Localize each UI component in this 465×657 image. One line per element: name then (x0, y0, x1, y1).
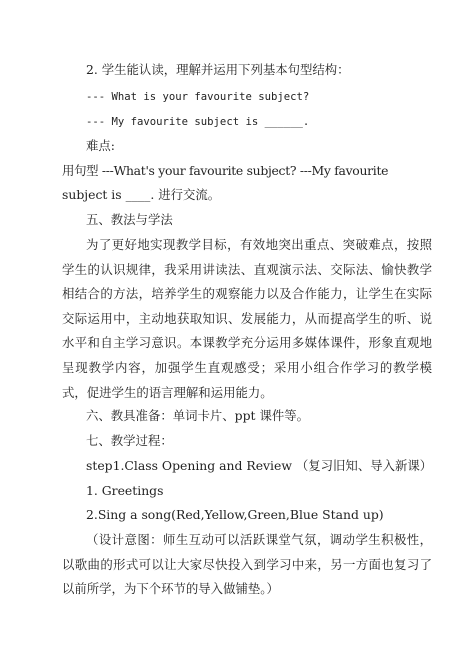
step-1-item-2: 2.Sing a song(Red,Yellow,Green,Blue Stand up) (86, 507, 384, 522)
objective-item-2: 2. 学生能认读，理解并运用下列基本句型结构： (86, 62, 350, 77)
difficulty-line-1: 用句型 ---What's your favourite subject? ---My favourite (62, 163, 389, 178)
sentence-pattern-1: --- What is your favourite subject? (86, 91, 310, 103)
sentence-pattern-2: --- My favourite subject is ______. (86, 116, 310, 128)
section-5-body: 为了更好地实现教学目标，有效地突出重点、突破难点，按照学生的认识规律，我采用讲读法、直观演示法、交际法、愉快教学相结合的方法，培养学生的观察能力以及合作能力，让学生在实际交际运用中，主动地获取知识、发展能力，从而提高学生的听、说水平和自主学习意识。本课教学充分运用多媒体课件，形象直观地呈现教学内容，加强学生直观感受；采用小组合作学习的教学模式，促进学生的语言理解和运用能力。 (62, 237, 432, 400)
section-6-title: 六、教具准备：单词卡片、ppt 课件等。 (86, 408, 310, 423)
section-7-title: 七、教学过程： (86, 433, 173, 448)
step-1-heading: step1.Class Opening and Review （复习旧知、导入新课） (86, 458, 433, 473)
section-5-title: 五、教法与学法 (86, 212, 173, 227)
difficulty-line-2: subject is ____. 进行交流。 (62, 187, 221, 202)
design-note: （设计意图：师生互动可以活跃课堂气氛，调动学生积极性，以歌曲的形式可以让大家尽快投入到学习中来，另一方面也复习了以前所学，为下个环节的导入做铺垫。） (62, 532, 432, 597)
step-1-item-1: 1. Greetings (86, 483, 164, 498)
difficulty-heading: 难点: (86, 138, 115, 153)
